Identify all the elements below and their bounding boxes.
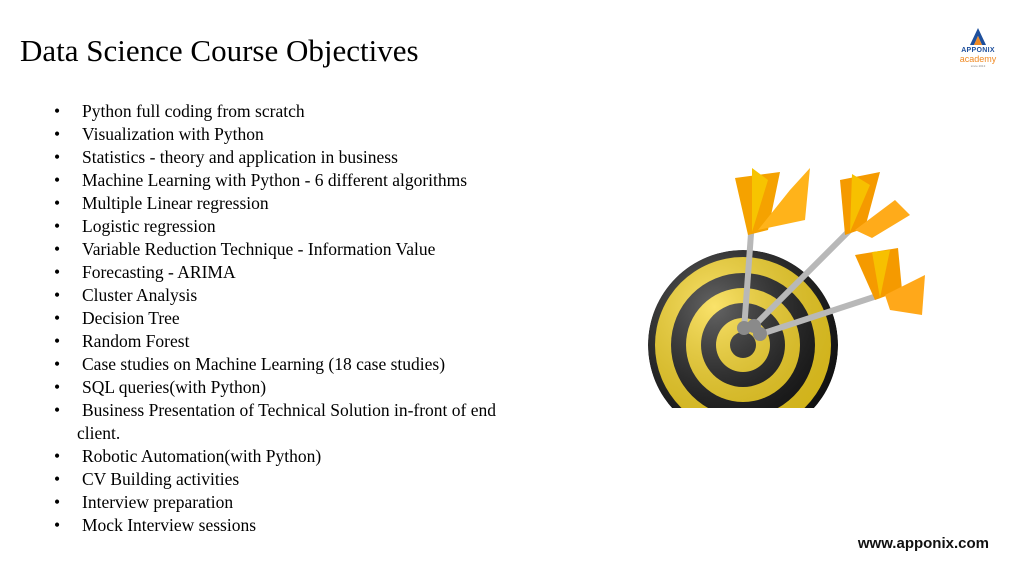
objective-item: • Business Presentation of Technical Solution in-front of end client. bbox=[54, 400, 497, 443]
logo-since-text: since 2013 bbox=[970, 64, 986, 68]
bullet: • bbox=[54, 331, 61, 351]
objective-item: • Cluster Analysis bbox=[54, 285, 198, 305]
objective-item: • SQL queries(with Python) bbox=[54, 377, 267, 397]
bullet: • bbox=[54, 469, 61, 489]
objective-item: • Multiple Linear regression bbox=[54, 193, 269, 213]
website-link[interactable]: www.apponix.com bbox=[857, 535, 989, 552]
objective-item: • Logistic regression bbox=[54, 216, 216, 236]
bullet: • bbox=[54, 170, 61, 190]
objective-item: • Decision Tree bbox=[54, 308, 180, 328]
bullet: • bbox=[54, 262, 61, 282]
objective-item: • Machine Learning with Python - 6 different algorithms bbox=[54, 170, 468, 190]
bullet: • bbox=[54, 377, 61, 397]
objective-item: • Variable Reduction Technique - Information Value bbox=[54, 239, 436, 259]
objective-item: • Random Forest bbox=[54, 331, 190, 351]
bullet: • bbox=[54, 354, 61, 374]
bullet: • bbox=[54, 492, 61, 512]
target-with-darts-icon bbox=[640, 160, 945, 410]
objective-item: • Statistics - theory and application in business bbox=[54, 147, 398, 167]
objective-item: • Interview preparation bbox=[54, 492, 234, 512]
bullet: • bbox=[54, 239, 61, 259]
objective-item: • CV Building activities bbox=[54, 469, 240, 489]
bullet: • bbox=[54, 101, 61, 121]
objective-item: • Python full coding from scratch bbox=[54, 101, 305, 121]
bullet: • bbox=[54, 216, 61, 236]
slide-title: Data Science Course Objectives bbox=[20, 33, 419, 68]
bullet: • bbox=[54, 308, 61, 328]
bullet: • bbox=[54, 147, 61, 167]
objective-item: • Forecasting - ARIMA bbox=[54, 262, 236, 282]
logo-mark-icon bbox=[950, 27, 1006, 49]
bullet: • bbox=[54, 193, 61, 213]
bullet: • bbox=[54, 400, 61, 420]
objective-item: • Case studies on Machine Learning (18 case studies) bbox=[54, 354, 446, 374]
objectives-list bbox=[54, 100, 554, 537]
objective-item: • Visualization with Python bbox=[54, 124, 264, 144]
bullet: • bbox=[54, 124, 61, 144]
bullet: • bbox=[54, 515, 61, 535]
bullet: • bbox=[54, 446, 61, 466]
bullet: • bbox=[54, 285, 61, 305]
objective-item: • Robotic Automation(with Python) bbox=[54, 446, 322, 466]
apponix-logo bbox=[950, 27, 1006, 71]
logo-sub-text: academy bbox=[959, 54, 997, 64]
logo-brand-text: APPONIX bbox=[961, 47, 995, 54]
objective-item: • Mock Interview sessions bbox=[54, 515, 257, 535]
